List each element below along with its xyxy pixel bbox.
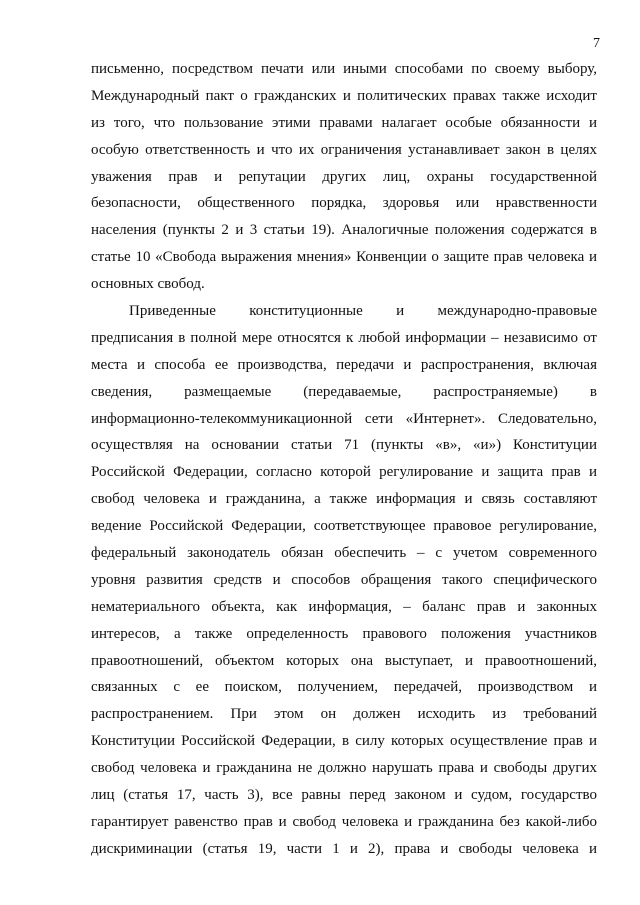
paragraph-2 [91, 298, 597, 863]
text-line: населения (пункты 2 и 3 статьи 19). Аналогичные положения содержатся в [91, 222, 597, 239]
text-line: распространением. При этом он должен исходить из требований [91, 706, 597, 723]
text-line: из того, что пользование этими правами налагает особые обязанности и [91, 114, 597, 131]
text-line: осуществляя на основании статьи 71 (пункты «в», «и») Конституции [91, 437, 597, 454]
text-line: интересов, а также определенность правового положения участников [91, 625, 597, 642]
text-line: федеральный законодатель обязан обеспечить – с учетом современного [91, 545, 597, 562]
text-line: Конституции Российской Федерации, в силу которых осуществление прав и [91, 733, 597, 750]
page-number: 7 [593, 36, 600, 51]
text-line: сведения, размещаемые (передаваемые, распространяемые) в [91, 383, 597, 400]
text-line: дискриминации (статья 19, части 1 и 2), права и свободы человека и [91, 840, 597, 857]
text-line: места и способа ее производства, передачи и распространения, включая [91, 356, 597, 373]
text-line: Российской Федерации, согласно которой регулирование и защита прав и [91, 464, 597, 481]
text-line: статье 10 «Свобода выражения мнения» Конвенции о защите прав человека и [91, 249, 597, 266]
text-line: свобод человека и гражданина, а также информация и связь составляют [91, 491, 597, 508]
text-line: безопасности, общественного порядка, здоровья или нравственности [91, 195, 597, 212]
text-line: информационно-телекоммуникационной сети «Интернет». Следовательно, [91, 410, 597, 427]
text-line: правоотношений, объектом которых она выступает, и правоотношений, [91, 652, 597, 669]
text-line: ведение Российской Федерации, соответствующее правовое регулирование, [91, 518, 597, 535]
text-line: лиц (статья 17, часть 3), все равны перед законом и судом, государство [91, 787, 597, 804]
text-line: уважения прав и репутации других лиц, охраны государственной [91, 168, 597, 185]
text-line: письменно, посредством печати или иными способами по своему выбору, [91, 61, 597, 77]
text-line: особую ответственность и что их ограничения устанавливает закон в целях [91, 141, 597, 158]
text-line: свобод человека и гражданина не должно нарушать права и свободы других [91, 760, 597, 777]
text-line: предписания в полной мере относятся к любой информации – независимо от [91, 329, 597, 346]
text-line: Приведенные конституционные и международно-правовые [129, 303, 597, 320]
text-line: гарантирует равенство прав и свобод человека и гражданина без какой-либо [91, 813, 597, 830]
text-line: уровня развития средств и способов обращения такого специфического [91, 571, 597, 588]
text-line: Международный пакт о гражданских и политических правах также исходит [91, 87, 597, 104]
text-line: основных свобод. [91, 276, 205, 293]
text-line: связанных с ее поиском, получением, передачей, производством и [91, 679, 597, 696]
text-line: нематериального объекта, как информация, – баланс прав и законных [91, 598, 597, 615]
paragraph-1 [91, 56, 597, 298]
body-text [91, 56, 597, 863]
